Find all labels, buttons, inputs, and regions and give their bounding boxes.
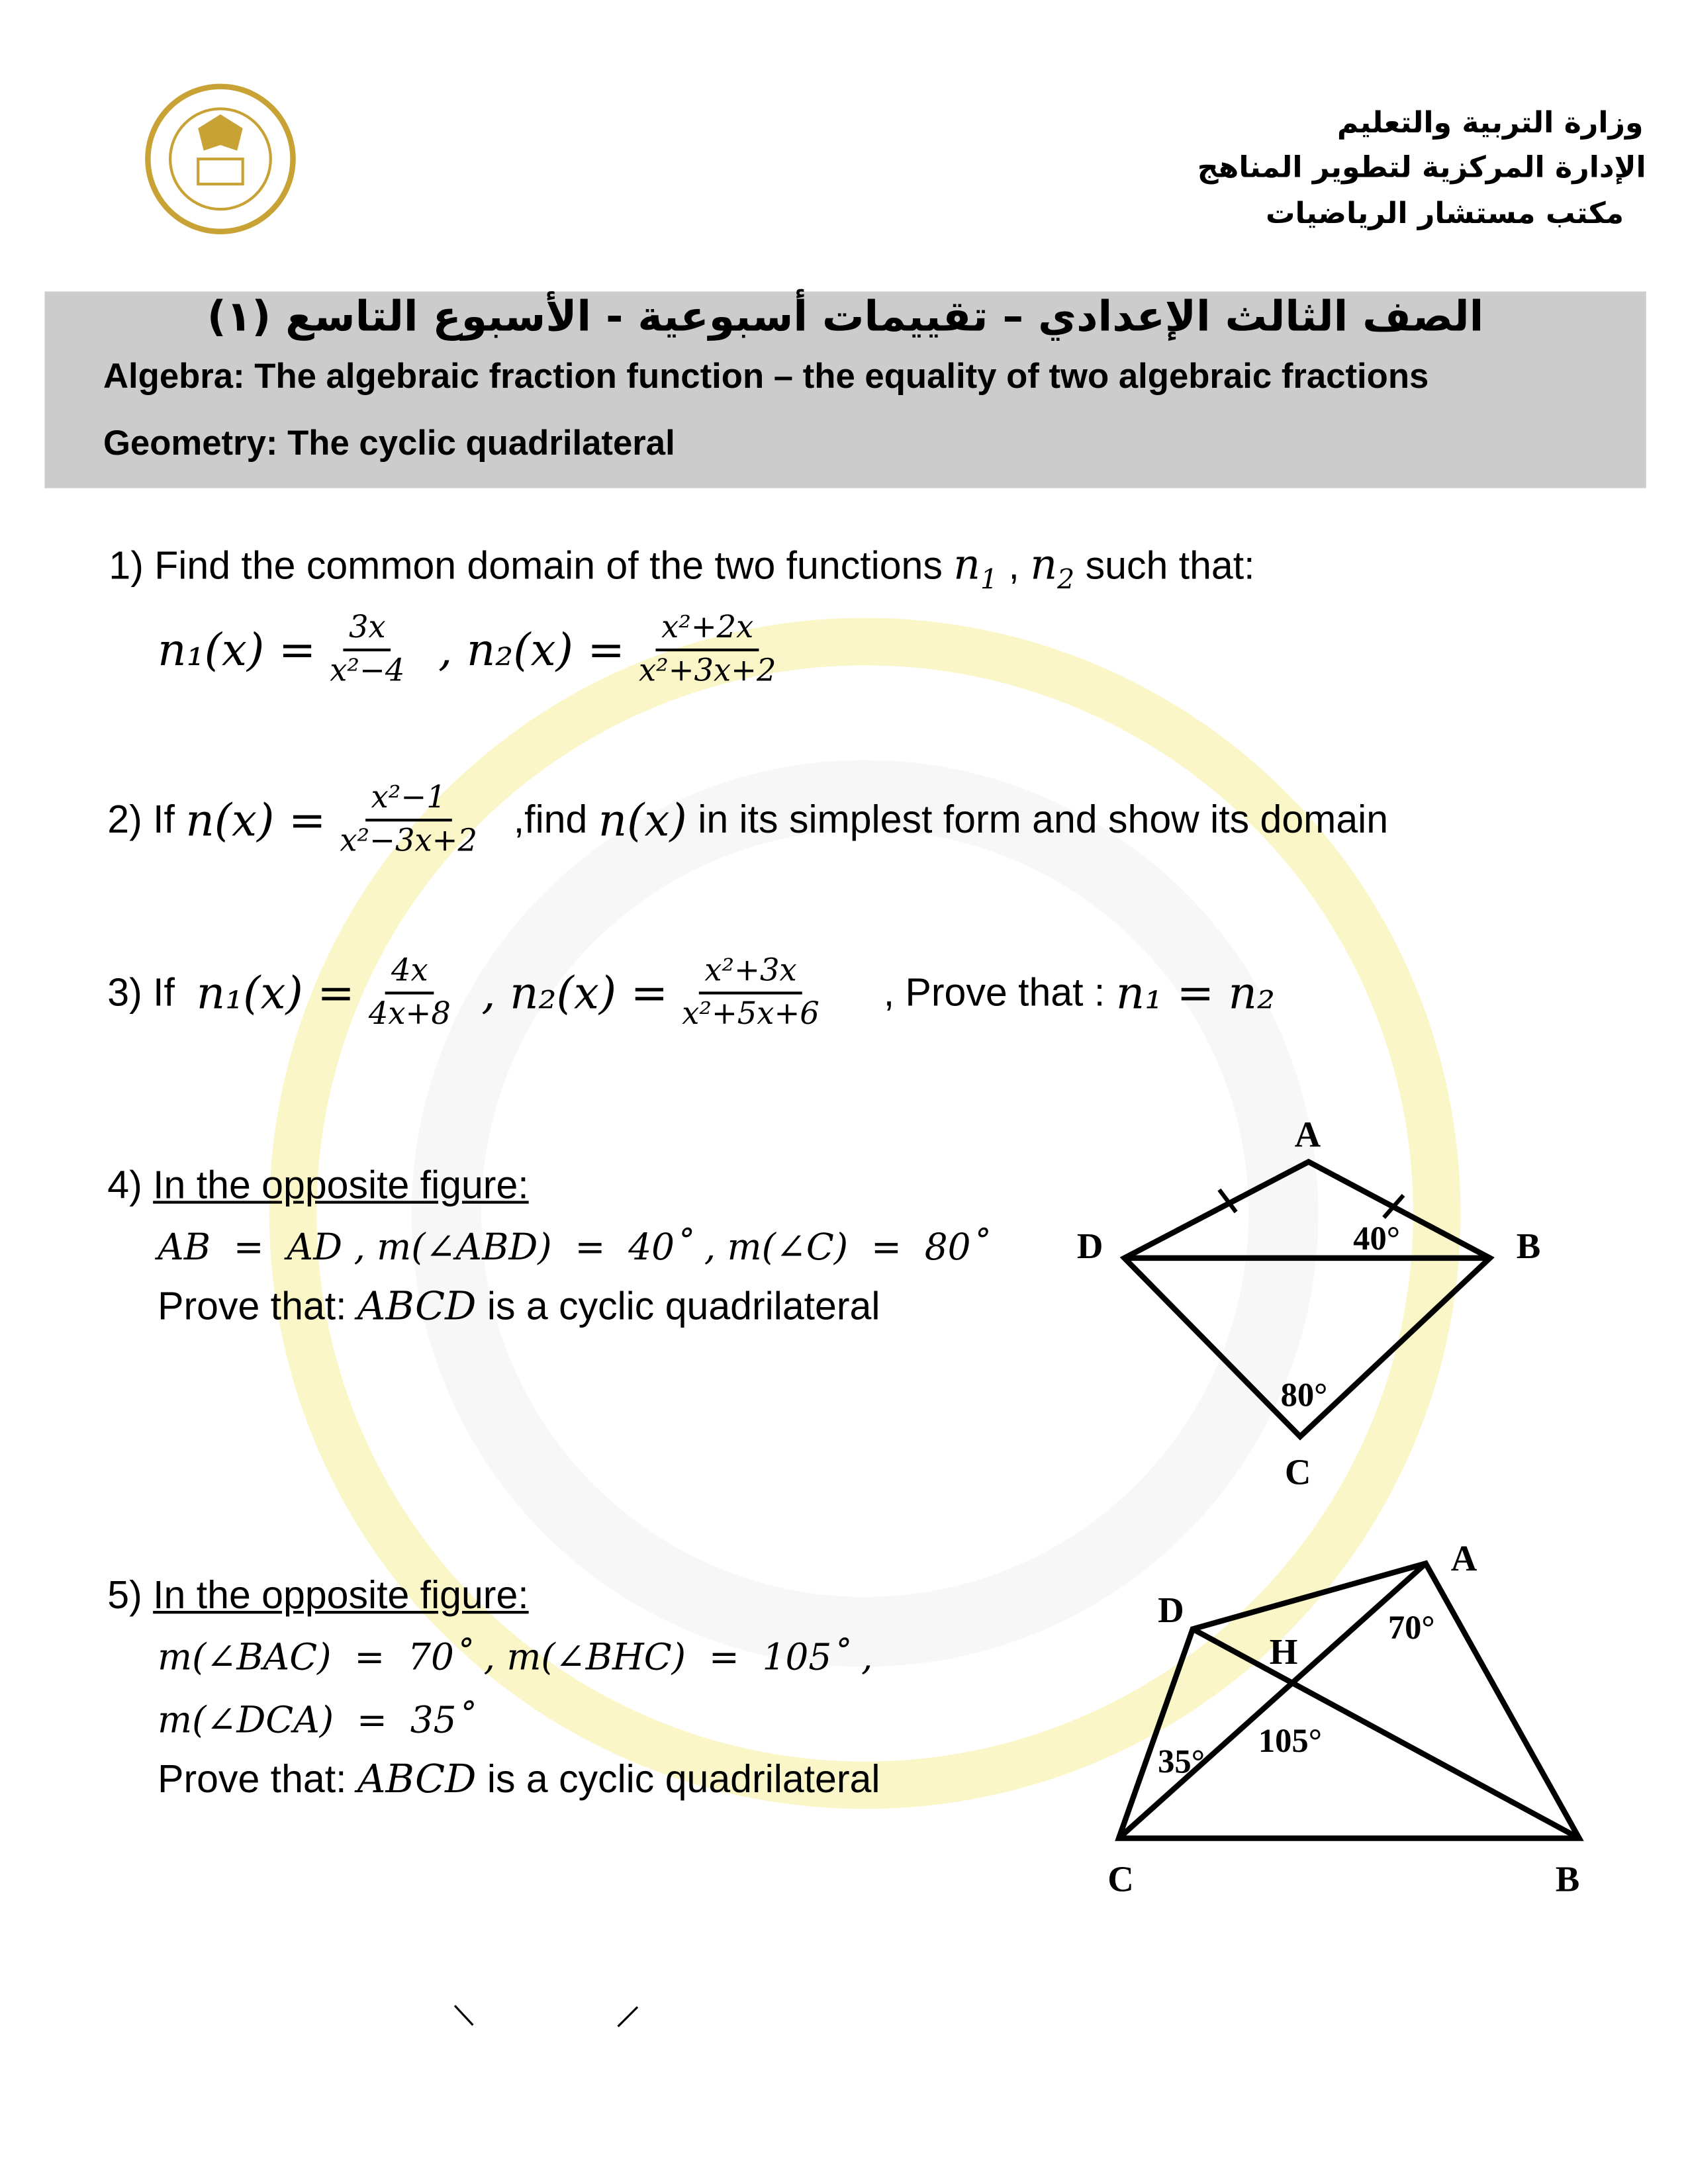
department-name: الإدارة المركزية لتطوير المناهج (1197, 150, 1646, 185)
question-5-given-2: m(∠DCA) = 35˚ (158, 1700, 475, 1743)
q3-prefix: 3) If (107, 970, 175, 1015)
q2-fn: n(x) (598, 794, 687, 847)
label-b: B (1555, 1858, 1580, 1899)
q1-lhs2: , n₂(x) = (438, 623, 625, 677)
label-c: C (1284, 1451, 1311, 1492)
label-d: D (1158, 1589, 1184, 1630)
q2-prefix: 2) If (107, 797, 175, 841)
label-a: A (1450, 1537, 1477, 1578)
angle-c-label: 80° (1280, 1376, 1328, 1414)
fraction: $\frac{\text{x²+2x}}{\text{x²+3x+2}}$ (638, 611, 776, 690)
question-4-prove: Prove that: ABCD is a cyclic quadrilateral (158, 1283, 880, 1330)
question-5-heading: 5) In the opposite figure: (107, 1573, 529, 1617)
ministry-name: وزارة التربية والتعليم (1336, 106, 1644, 140)
q1-text: 1) Find the common domain of the two functions (109, 543, 943, 588)
label-d: D (1076, 1225, 1103, 1266)
angle-b-label: 40° (1353, 1220, 1400, 1257)
question-4-heading: 4) In the opposite figure: (107, 1163, 529, 1206)
label-a: A (1294, 1114, 1321, 1155)
banner-title-arabic: الصف الثالث الإعدادي – تقييمات أسبوعية - الأسبوع التاسع (١) (207, 293, 1484, 342)
quadrilateral-abcd (1119, 1563, 1579, 1838)
q3-lhs1: n₁(x) = (196, 966, 355, 1020)
angle-a-label: 70° (1387, 1609, 1435, 1647)
stray-mark (455, 2005, 473, 2025)
fraction: $\frac{\text{x²+3x}}{\text{x²+5x+6}}$ (682, 954, 820, 1032)
q3-lhs2: , n₂(x) = (481, 966, 669, 1020)
q2-mid: ,find (513, 797, 588, 841)
q3-equation: n₁ = n₂ (1115, 966, 1275, 1020)
question-4-given: AB = AD , m(∠ABD) = 40˚ , m(∠C) = 80˚ (158, 1227, 989, 1269)
banner-algebra: Algebra: The algebraic fraction function – the equality of two algebraic fractions (103, 357, 1429, 396)
question-5-given-1: m(∠BAC) = 70˚ , m(∠BHC) = 105˚ , (158, 1637, 873, 1680)
office-name: مكتب مستشار الرياضيات (1266, 197, 1624, 230)
angle-c-label: 35° (1158, 1743, 1205, 1780)
label-b: B (1516, 1225, 1541, 1266)
banner-geometry: Geometry: The cyclic quadrilateral (103, 424, 675, 463)
fraction: $\frac{3x}{\text{x²−4}}$ (330, 611, 405, 690)
angle-h-label: 105° (1258, 1721, 1322, 1759)
label-c: C (1107, 1858, 1134, 1899)
stray-mark (618, 2007, 638, 2027)
q2-tail: in its simplest form and show its domain (698, 797, 1389, 841)
label-h: H (1269, 1631, 1298, 1672)
fraction: $\frac{\text{x²−1}}{\text{x²−3x+2}}$ (340, 781, 477, 860)
q3-tail: , Prove that : (883, 970, 1105, 1015)
figure-5 (1119, 1563, 1579, 1838)
fraction: $\frac{4x}{4x+8}$ (368, 954, 451, 1032)
question-5-prove: Prove that: ABCD is a cyclic quadrilateral (158, 1756, 880, 1802)
q2-lhs: n(x) = (185, 794, 326, 847)
q1-lhs1: n₁(x) = (158, 623, 316, 677)
question-1: 1) Find the common domain of the two functions $n_1$ , $n_2$ such that: (109, 541, 1255, 596)
